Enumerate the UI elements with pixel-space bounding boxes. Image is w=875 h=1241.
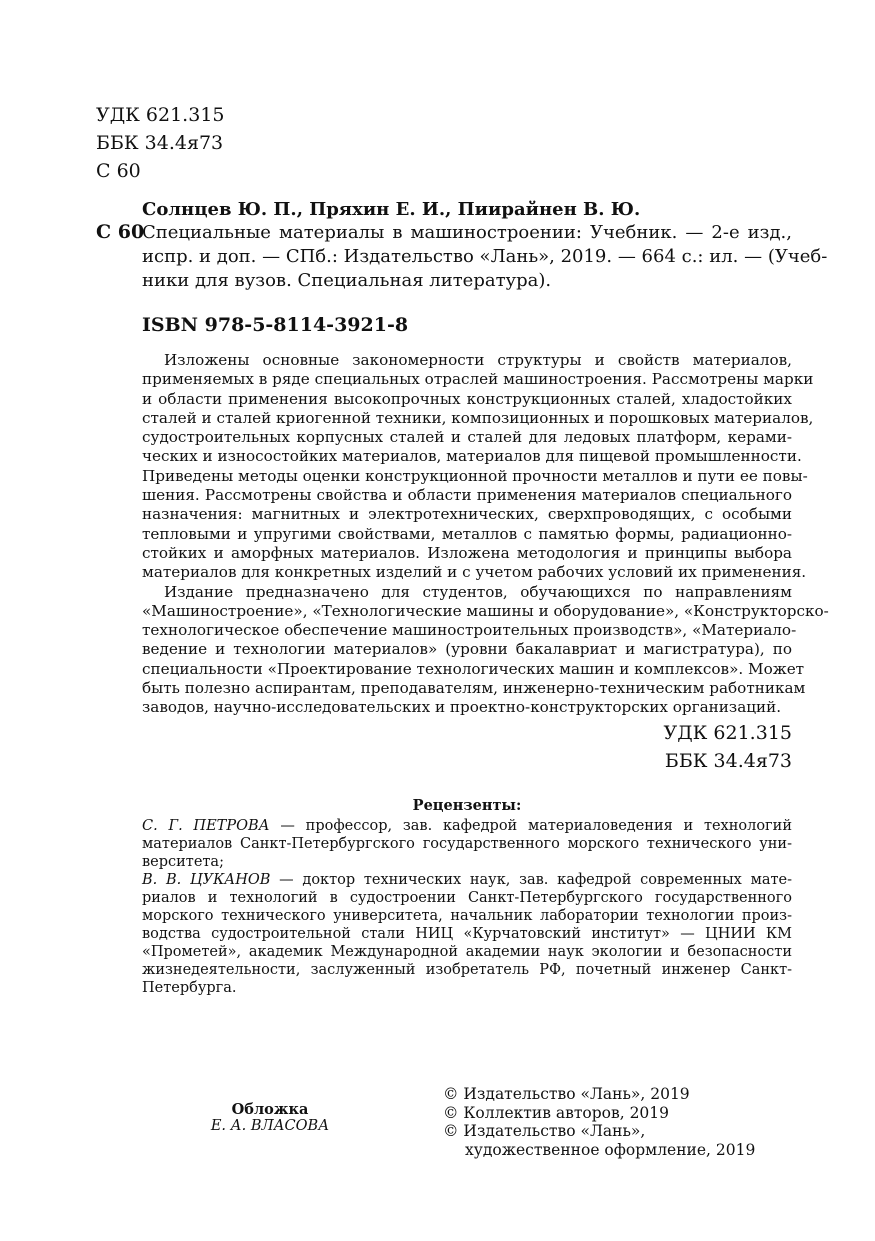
annotation-line: шения. Рассмотрены свойства и области применения материалов специального <box>142 486 792 505</box>
annotation-line: и области применения высокопрочных конструкционных сталей, хладостойких <box>142 389 792 408</box>
copyright-line: © Издательство «Лань», 2019 <box>443 1085 690 1103</box>
annotation-line: технологическое обеспечение машиностроительных производств», «Материало- <box>142 621 797 640</box>
copyright-line: художественное оформление, 2019 <box>465 1140 756 1159</box>
copyright-line: © Коллектив авторов, 2019 <box>443 1103 670 1122</box>
udk-code: УДК 621.315 <box>96 104 225 126</box>
annotation-line: Изложены основные закономерности структуры и свойств материалов, <box>164 351 792 369</box>
reviewer-line: жизнедеятельности, заслуженный изобретатель РФ, почетный инженер Санкт- <box>142 962 792 978</box>
biblio-line: ники для вузов. Специальная литература). <box>142 270 552 291</box>
annotation-line: стойких и аморфных материалов. Изложена методология и принципы выбора <box>142 543 792 562</box>
reviewer-line: «Прометей», академик Международной академии наук экологии и безопасности <box>142 944 792 960</box>
authors-line: Солнцев Ю. П., Пряхин Е. И., Пиирайнен В. Ю. <box>142 199 641 220</box>
annotation-line: ведение и технологии материалов» (уровни бакалавриат и магистратура), по <box>142 640 792 659</box>
copyright-line: © Издательство «Лань», <box>443 1122 646 1140</box>
reviewer-line: риалов и технологий в судостроении Санкт-Петербургского государственного <box>142 890 792 906</box>
annotation-line: материалов для конкретных изделий и с учетом рабочих условий их применения. <box>142 563 807 582</box>
bbk-code: ББК 34.4я73 <box>664 750 792 772</box>
reviewer-line: водства судостроительной стали НИЦ «Курчатовский институт» — ЦНИИ КМ <box>142 926 792 942</box>
footer-classification-codes <box>560 719 792 775</box>
udk-code: УДК 621.315 <box>663 722 792 744</box>
annotation-line: судостроительных корпусных сталей и сталей для ледовых платформ, керами- <box>142 428 792 447</box>
cover-credit <box>170 1101 370 1135</box>
cover-title: Обложка <box>231 1101 309 1118</box>
reviewer-line: морского технического университета, начальник лаборатории технологии произ- <box>142 908 792 924</box>
annotation-line: сталей и сталей криогенной техники, композиционных и порошковых материалов, <box>142 408 814 427</box>
citation-code: С 60 <box>96 221 145 243</box>
annotation-line: назначения: магнитных и электротехнических, сверхпроводящих, с особыми <box>142 505 792 524</box>
annotation-line: заводов, научно-исследовательских и проектно-конструкторских организаций. <box>142 698 782 717</box>
annotation <box>142 351 829 718</box>
reviewer-name: В. В. ЦУКАНОВ <box>142 872 271 888</box>
annotation-line: «Машиностроение», «Технологические машины и оборудование», «Конструкторско- <box>142 601 829 620</box>
annotation-line: Издание предназначено для студентов, обучающихся по направлениям <box>164 582 792 601</box>
annotation-line: Приведены методы оценки конструкционной прочности металлов и пути ее повы- <box>142 466 808 485</box>
copyright-block <box>443 1085 755 1159</box>
reviewer-line <box>142 871 792 889</box>
annotation-line: специальности «Проектирование технологических машин и комплексов». Может <box>142 659 805 678</box>
author-mark-code: С 60 <box>96 160 141 182</box>
reviewer-description: — доктор технических наук, зав. кафедрой современных мате- <box>270 872 792 888</box>
biblio-line: испр. и доп. — СПб.: Издательство «Лань», 2019. — 664 с.: ил. — (Учеб- <box>142 246 828 267</box>
annotation-line: тепловыми и упругими свойствами, металлов с памятью формы, радиационно- <box>142 524 792 543</box>
reviewers-list <box>142 817 792 997</box>
isbn: ISBN 978-5-8114-3921-8 <box>142 314 409 336</box>
reviewer-line: материалов Санкт-Петербургского государственного морского технического уни- <box>142 836 792 852</box>
reviewer-description: — профессор, зав. кафедрой материаловедения и технологий <box>269 818 792 834</box>
annotation-line: применяемых в ряде специальных отраслей машиностроения. Рассмотрены марки <box>142 370 814 389</box>
header-classification-codes <box>96 101 225 185</box>
biblio-line: Специальные материалы в машиностроении: Учебник. — 2-е изд., <box>142 222 792 243</box>
annotation-line: ческих и износостойких материалов, материалов для пищевой промышленности. <box>142 447 802 466</box>
bbk-code: ББК 34.4я73 <box>96 132 224 154</box>
cover-artist: Е. А. ВЛАСОВА <box>210 1118 330 1134</box>
reviewer-line <box>142 817 792 835</box>
bibliographic-description <box>142 221 828 293</box>
reviewer-line: Петербурга. <box>142 980 237 996</box>
reviewer-line: верситета; <box>142 854 224 870</box>
annotation-line: быть полезно аспирантам, преподавателям, инженерно-техническим работникам <box>142 679 806 698</box>
reviewer-name: С. Г. ПЕТРОВА <box>142 818 270 834</box>
reviewers-heading: Рецензенты: <box>412 797 522 814</box>
